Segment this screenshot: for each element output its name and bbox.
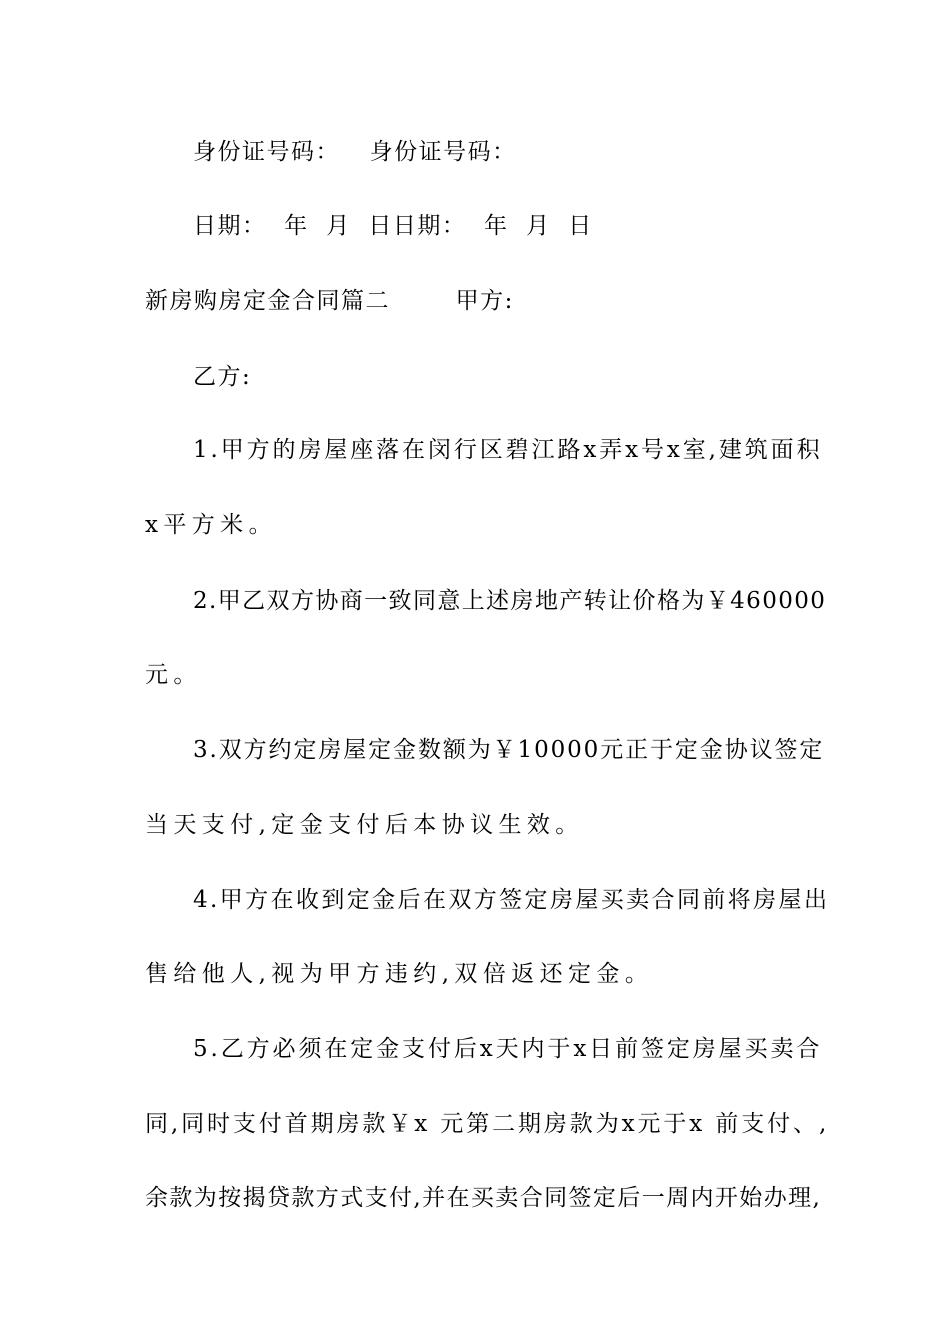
- party-a-id-label: 身份证号码：: [193, 139, 340, 165]
- id-number-line: [193, 137, 517, 167]
- clause-1-line-1: 1.甲方的房屋座落在闵行区碧江路x弄x号x室,建筑面积: [193, 437, 823, 463]
- clause-3-line-1: 3.双方约定房屋定金数额为￥10000元正于定金协议签定: [193, 737, 825, 763]
- date-line: 日期： 年 月 日日期： 年 月 日: [193, 213, 593, 239]
- section-heading: 新房购房定金合同篇二: [145, 288, 390, 314]
- clause-1-line-2: x平方米。: [145, 512, 277, 538]
- clause-3-line-2: 当天支付,定金支付后本协议生效。: [145, 812, 584, 838]
- clause-4-line-1: 4.甲方在收到定金后在双方签定房屋买卖合同前将房屋出: [193, 887, 830, 913]
- clause-2-line-2: 元。: [145, 662, 202, 688]
- clause-5-line-2: 同,同时支付首期房款￥x 元第二期房款为x元于x 前支付、,: [145, 1111, 830, 1137]
- clause-5-line-1: 5.乙方必须在定金支付后x天内于x日前签定房屋买卖合: [193, 1036, 823, 1062]
- party-b-label: 乙方:: [193, 364, 252, 390]
- party-a-label: 甲方:: [455, 288, 514, 314]
- clause-2-line-1: 2.甲乙双方协商一致同意上述房地产转让价格为￥460000: [193, 588, 827, 614]
- section-heading-line: [145, 286, 514, 316]
- clause-4-line-2: 售给他人,视为甲方违约,双倍返还定金。: [145, 961, 654, 987]
- party-b-id-label: 身份证号码：: [369, 139, 517, 165]
- clause-5-line-3: 余款为按揭贷款方式支付,并在买卖合同签定后一周内开始办理,: [145, 1185, 822, 1211]
